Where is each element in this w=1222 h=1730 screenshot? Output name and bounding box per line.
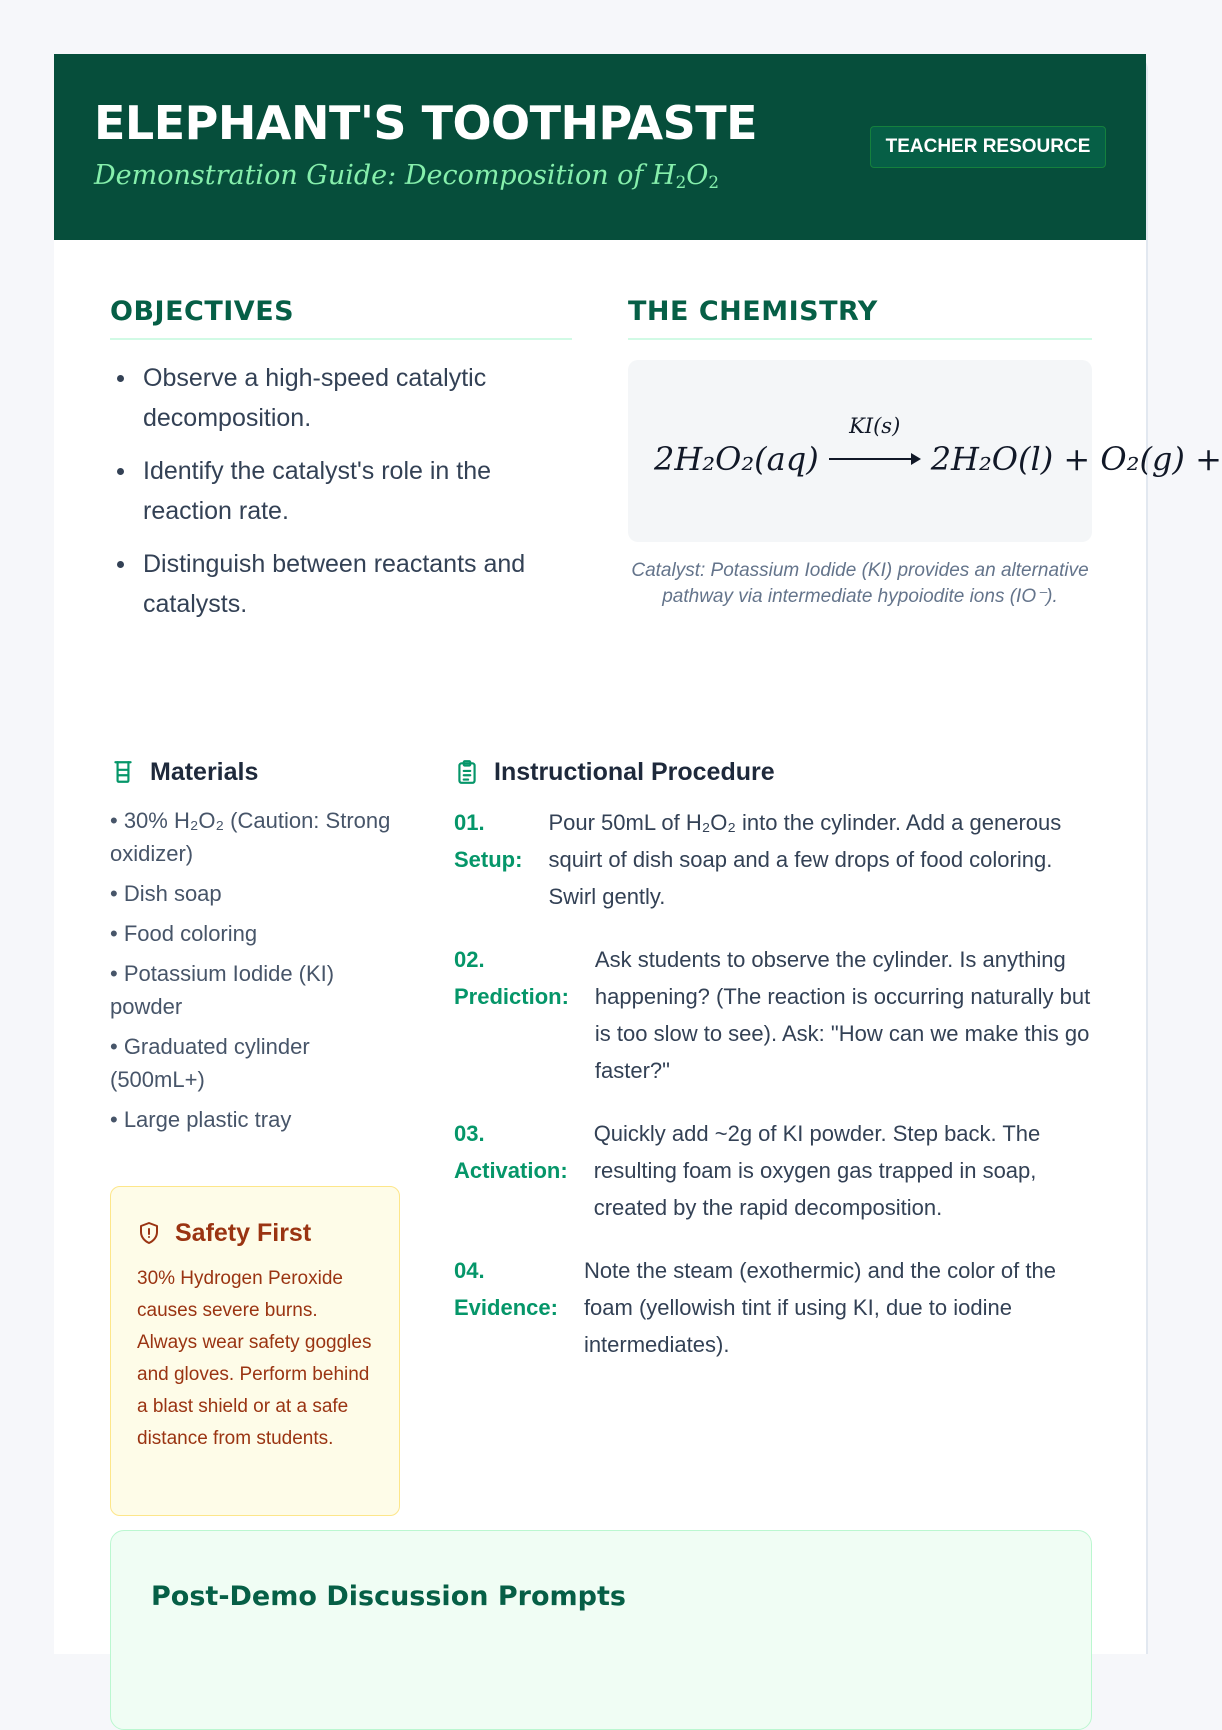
page-subtitle: Demonstration Guide: Decomposition of $H_2O_2$ [94,160,720,193]
chemistry-divider [628,338,1092,340]
arrow-catalyst-label: KI(s) [849,414,901,438]
step-label: 04. Evidence: [454,1258,558,1320]
objective-item: Distinguish between reactants and catalysts. [110,544,572,624]
materials-section [110,754,400,1143]
material-item: • 30% H₂O₂ (Caution: Strong oxidizer) [110,808,391,866]
catalyst-caption: Catalyst: Potassium Iodide (KI) provides an alternative pathway via intermediate hypoiodite ions (IO⁻). [631,560,1089,607]
chemistry-section [628,294,1222,610]
equation-products: 2H₂O(l) + O₂(g) + [930,440,1222,478]
material-item: • Food coloring [110,921,258,946]
objectives-title: OBJECTIVES [110,296,295,327]
guide-card [54,54,1222,1654]
chemistry-title: THE CHEMISTRY [628,296,878,327]
safety-text: 30% Hydrogen Peroxide causes severe burns. Always wear safety goggles and gloves. Perform behind a blast shield or at a safe distance from students. [137,1268,372,1449]
step-text: Pour 50mL of H₂O₂ into the cylinder. Add a generous squirt of dish soap and a few drops of food coloring. Swirl gently. [548,810,1062,909]
teacher-resource-badge: TEACHER RESOURCE [870,126,1106,168]
objectives-list [110,358,572,624]
page-header [54,54,1146,240]
procedure-heading [454,754,1094,790]
step-label: 03. Activation: [454,1121,568,1183]
procedure-steps [454,804,1094,1363]
reaction-equation [654,414,1222,478]
materials-heading [110,754,400,790]
procedure-section [454,754,1094,1389]
procedure-step [454,1115,1094,1226]
reaction-arrow-icon [827,414,923,470]
discussion-section [110,1530,1092,1730]
procedure-step [454,804,1094,915]
discussion-title: Post-Demo Discussion Prompts [151,1581,626,1612]
beaker-icon [110,759,136,785]
safety-title: Safety First [175,1219,312,1247]
safety-box [110,1186,400,1516]
step-text: Quickly add ~2g of KI powder. Step back. The resulting foam is oxygen gas trapped in soap, created by the rapid decomposition. [593,1121,1041,1220]
material-item: • Graduated cylinder (500mL+) [110,1034,310,1092]
material-item: • Potassium Iodide (KI) powder [110,961,335,1019]
procedure-title: Instructional Procedure [494,758,775,786]
materials-list [110,804,400,1136]
step-text: Ask students to observe the cylinder. Is anything happening? (The reaction is occurring naturally but is too slow to see). Ask: "How can we make this go faster?" [594,947,1091,1083]
step-label: 02. Prediction: [454,947,569,1009]
step-text: Note the steam (exothermic) and the color of the foam (yellowish tint if using KI, due to iodine intermediates). [583,1258,1056,1357]
clipboard-icon [454,759,480,785]
objective-item: Identify the catalyst's role in the reaction rate. [110,451,572,531]
material-item: • Dish soap [110,881,222,906]
objective-item: Observe a high-speed catalytic decomposition. [110,358,572,438]
materials-title: Materials [150,758,259,786]
material-item: • Large plastic tray [110,1107,292,1132]
objectives-divider [110,338,572,340]
equation-reactants: 2H₂O₂(aq) [654,440,819,478]
safety-heading [137,1215,373,1251]
page-title: ELEPHANT'S TOOTHPASTE [94,96,758,150]
equation-box [628,360,1222,542]
step-label: 01. Setup: [454,810,523,872]
objectives-section [110,294,572,637]
shield-alert-icon [137,1221,161,1245]
procedure-step [454,941,1094,1089]
procedure-step [454,1252,1094,1363]
